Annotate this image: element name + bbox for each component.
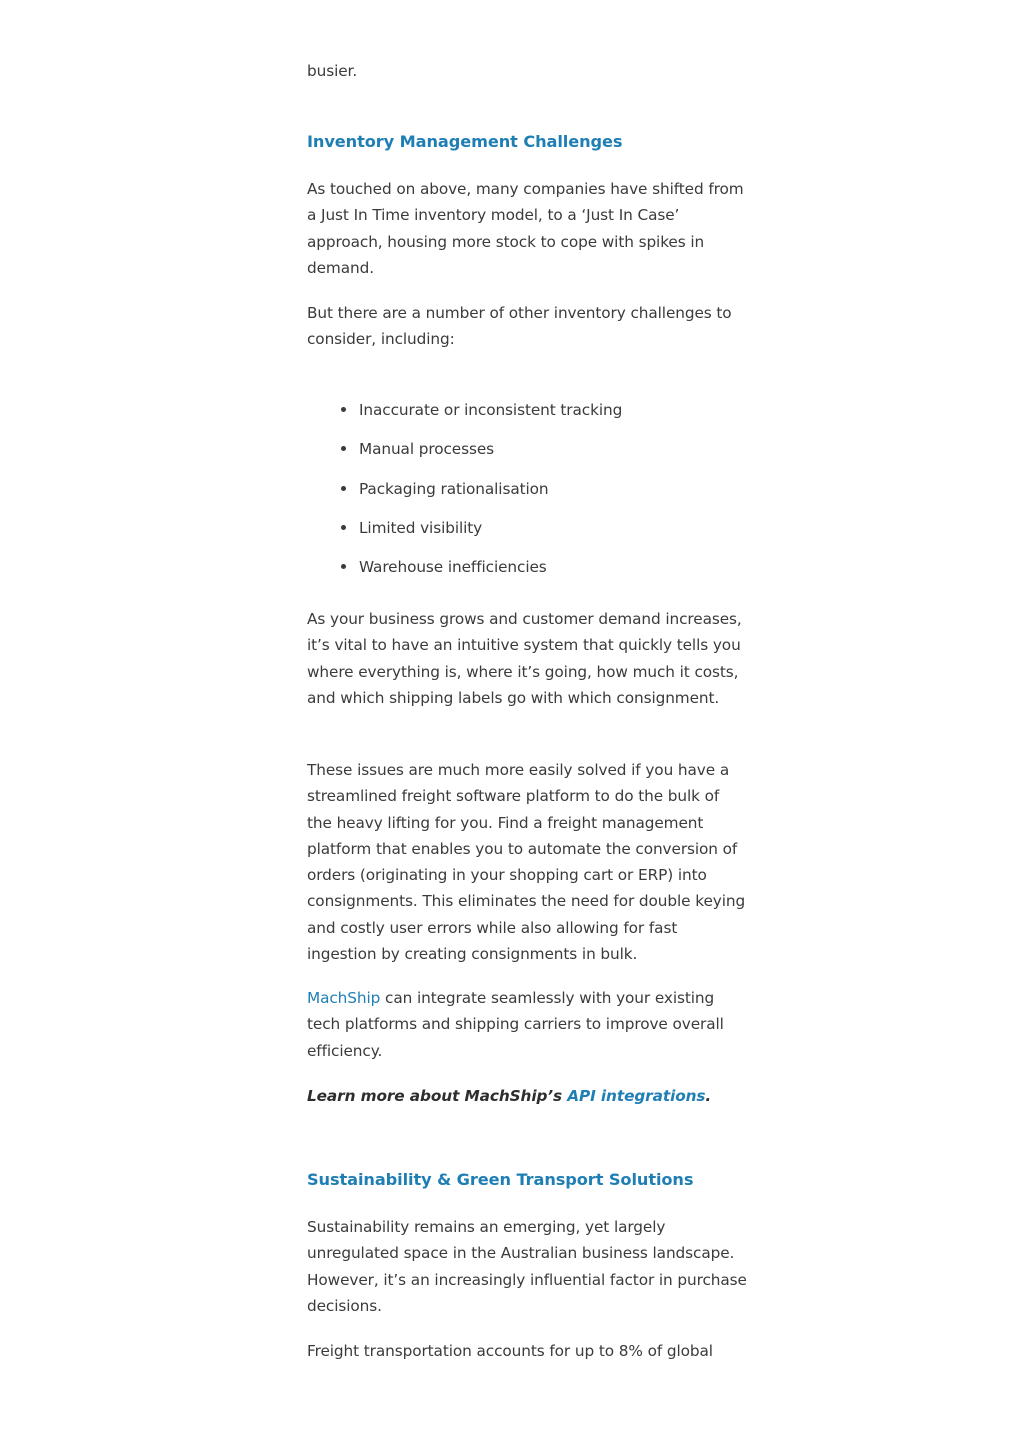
intro-tail-paragraph: busier. (307, 62, 358, 80)
list-item (339, 554, 747, 593)
list-item-label: Limited visibility (359, 518, 483, 537)
list-item-label: Packaging rationalisation (359, 479, 549, 498)
learn-more-suffix: . (705, 1087, 712, 1105)
sustainability-paragraph-1: Sustainability remains an emerging, yet largely unregulated space in the Australian business landscape. However, it’s an increasingly influential factor in purchase decisions. (307, 1218, 747, 1315)
inventory-paragraph-3: As your business grows and customer demand increases, it’s vital to have an intuitive system that quickly tells you where everything is, where it’s going, how much it costs, and which shipping labels go with which consignment. (307, 610, 742, 707)
inventory-paragraph-1: As touched on above, many companies have shifted from a Just In Time inventory model, to a ‘Just In Case’ approach, housing more stock to cope with spikes in demand. (307, 180, 744, 277)
inventory-challenges-heading: Inventory Management Challenges (307, 132, 623, 151)
bullet-icon (341, 407, 346, 412)
inventory-paragraph-2: But there are a number of other inventory challenges to consider, including: (307, 304, 732, 349)
machship-paragraph (307, 985, 747, 1064)
inventory-challenges-list (339, 397, 747, 593)
list-item (339, 476, 747, 515)
list-item-label: Manual processes (359, 440, 495, 459)
machship-paragraph-text: can integrate seamlessly with your existing tech platforms and shipping carriers to improve overall efficiency. (307, 989, 724, 1060)
bullet-icon (341, 446, 346, 451)
inventory-paragraph-4: These issues are much more easily solved if you have a streamlined freight software platform to do the bulk of the heavy lifting for you. Find a freight management platform that enables you to automate the conversion of orders (originating in your shopping cart or ERP) into consignments. This eliminates the need for double keying and costly user errors while also allowing for fast ingestion by creating consignments in bulk. (307, 761, 746, 964)
learn-more-prefix: Learn more about MachShip’s (307, 1087, 568, 1105)
machship-link[interactable]: MachShip (307, 989, 381, 1007)
list-item (339, 515, 747, 554)
learn-more-line (307, 1083, 747, 1109)
list-item (339, 397, 747, 436)
sustainability-paragraph-2: Freight transportation accounts for up to 8% of global (307, 1342, 713, 1360)
list-item-label: Inaccurate or inconsistent tracking (359, 401, 623, 419)
list-item (339, 436, 747, 475)
bullet-icon (341, 486, 346, 491)
api-integrations-link[interactable]: API integrations (567, 1087, 706, 1105)
bullet-icon (341, 564, 346, 569)
bullet-icon (341, 525, 346, 530)
sustainability-heading: Sustainability & Green Transport Solutions (307, 1170, 694, 1189)
list-item-label: Warehouse inefficiencies (359, 558, 547, 577)
